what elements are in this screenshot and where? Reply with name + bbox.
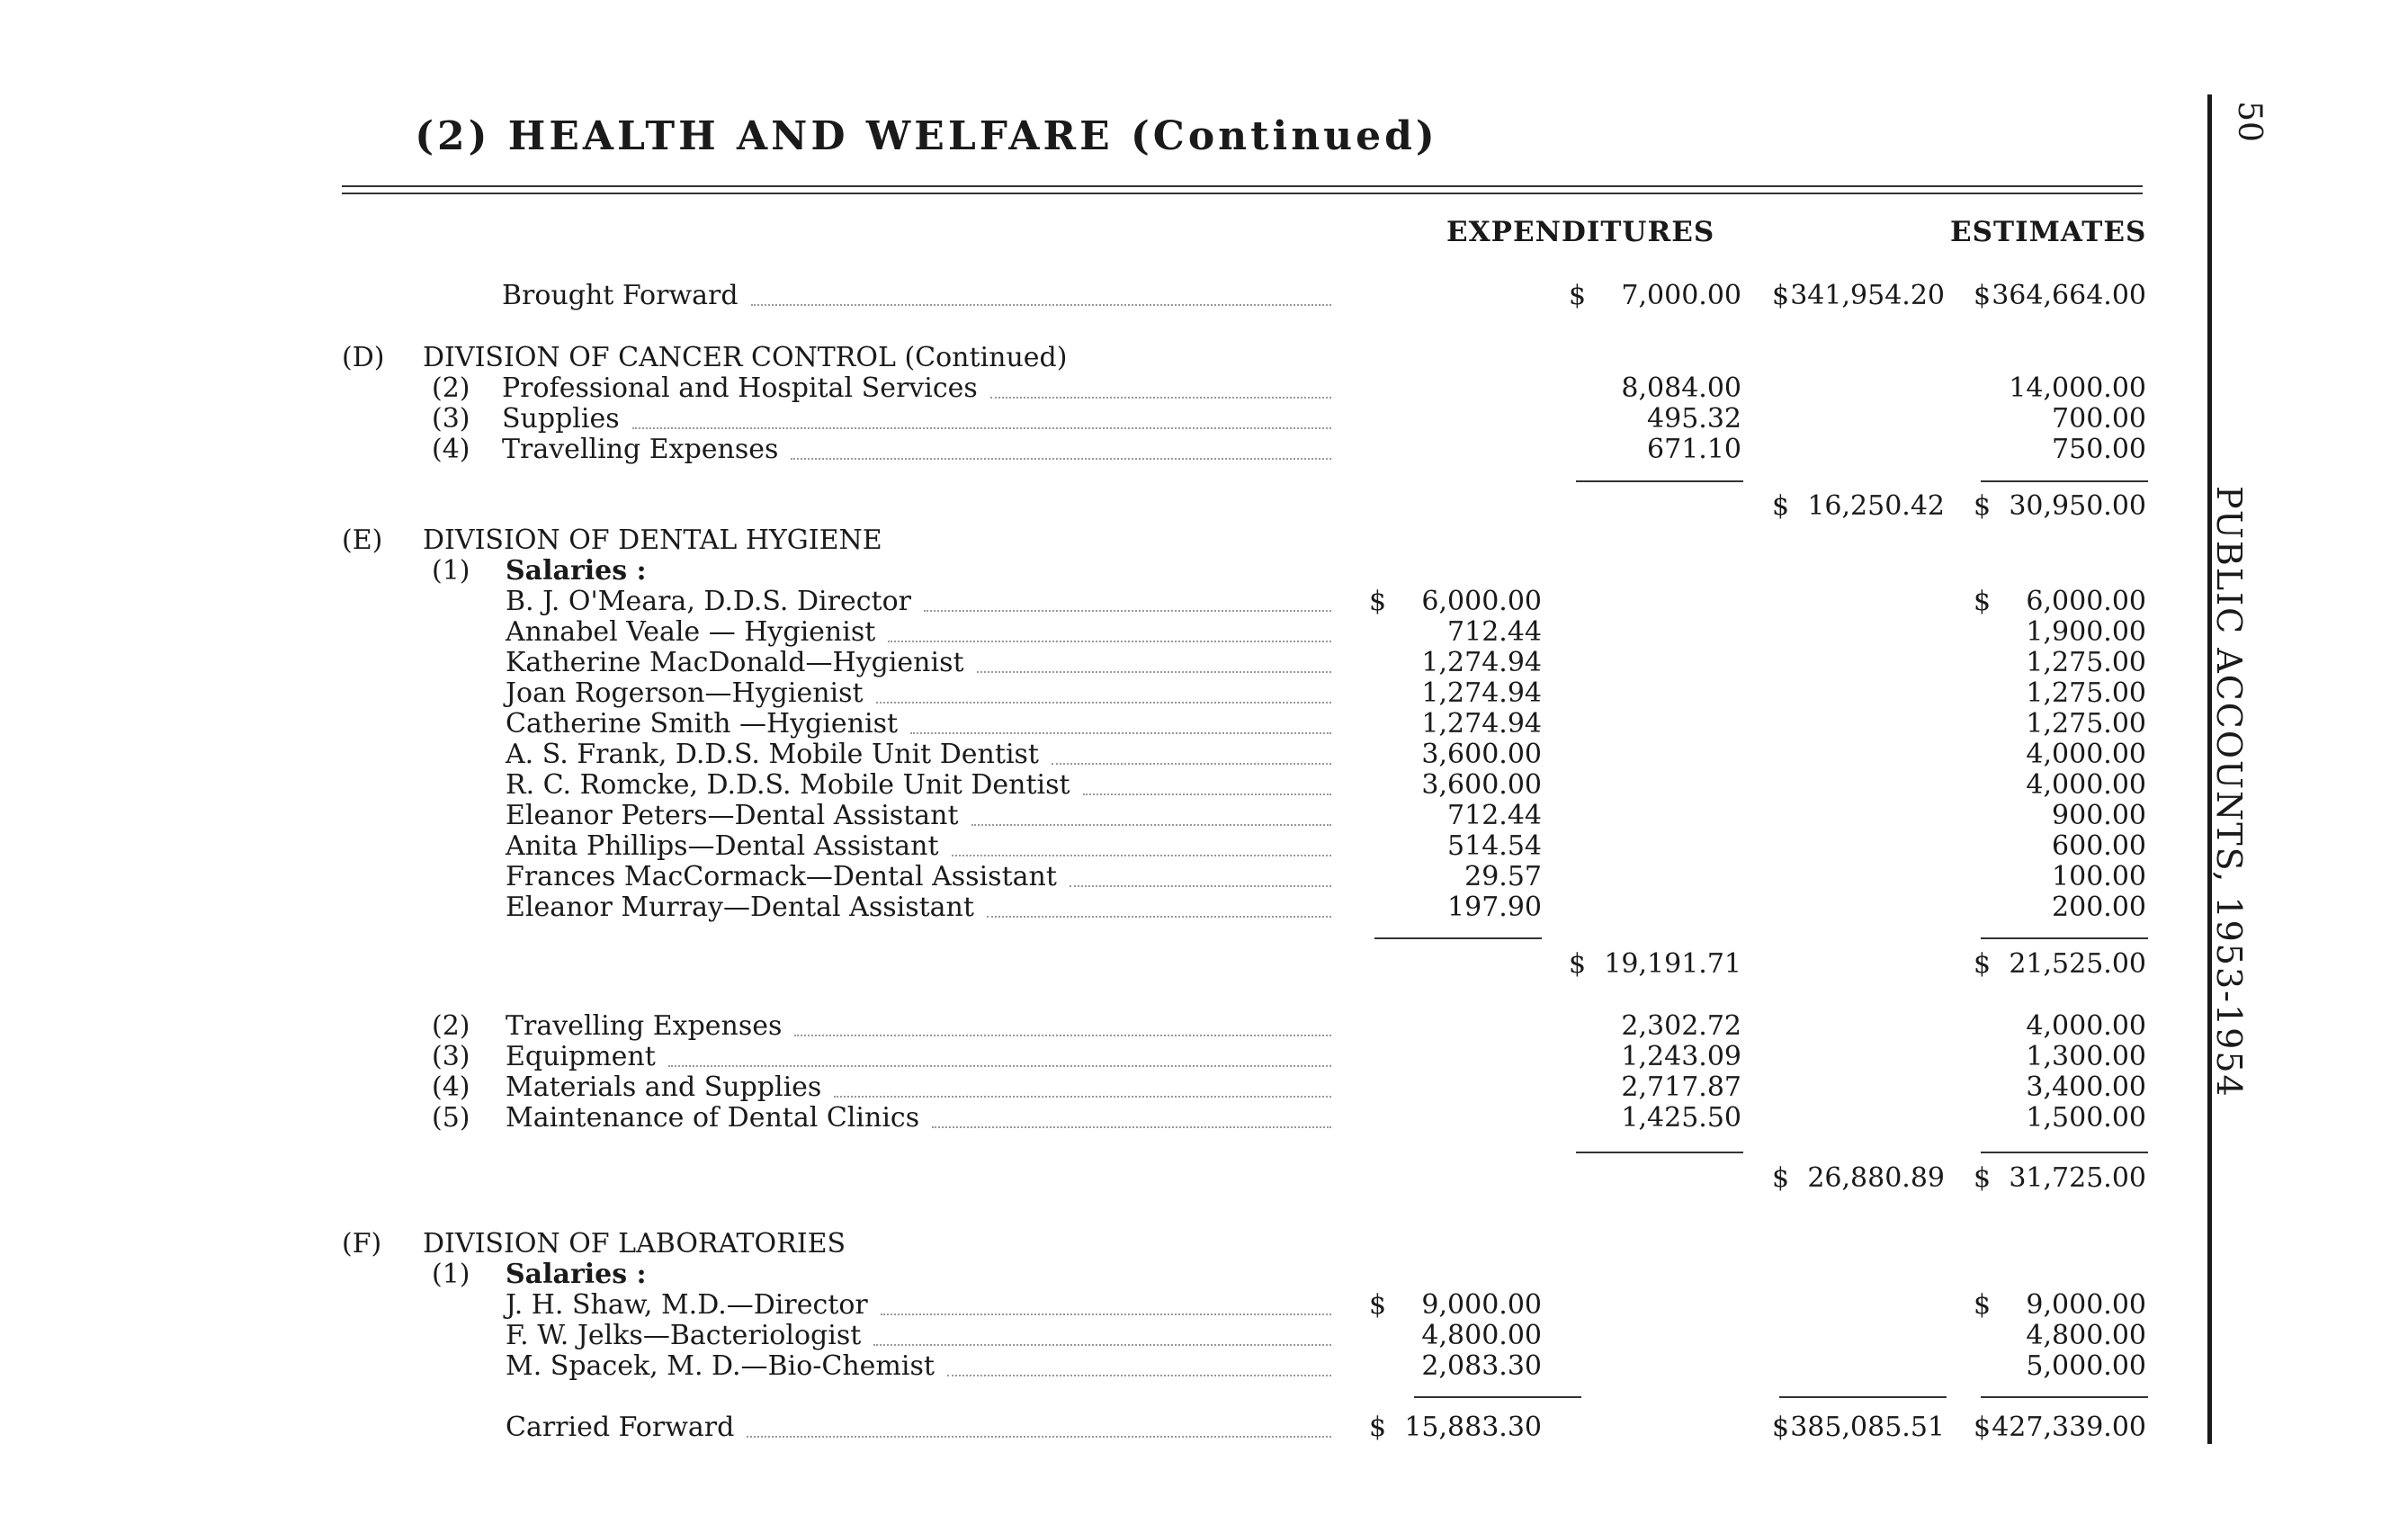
dot-leader: [791, 458, 1331, 460]
table-row: [0, 281, 2408, 311]
amount: 1,274.94: [1421, 677, 1542, 709]
amount: 2,083.30: [1421, 1350, 1542, 1382]
amount: 712.44: [1447, 800, 1542, 831]
dollar-sign: $: [1569, 280, 1587, 311]
subtotal-rule: [1981, 1396, 2148, 1398]
row-label: Travelling Expenses: [506, 1010, 783, 1042]
page-number: 50: [2231, 101, 2268, 142]
amount: 1,274.94: [1421, 708, 1542, 740]
row-label: Joan Rogerson—Hygienist: [506, 677, 864, 709]
division-letter: (F): [342, 1228, 382, 1260]
dot-leader: [1083, 793, 1331, 795]
row-label: Eleanor Peters—Dental Assistant: [506, 800, 959, 831]
amount: 900.00: [2052, 800, 2146, 831]
table-row: [0, 587, 2408, 617]
amount: 8,084.00: [1621, 372, 1741, 404]
amount: 2,717.87: [1621, 1071, 1741, 1103]
dot-leader: [987, 916, 1331, 918]
table-row: [0, 1011, 2408, 1042]
table-row: [0, 617, 2408, 648]
amount: 6,000.00: [2026, 586, 2146, 617]
dot-leader: [924, 610, 1331, 612]
table-row: [0, 435, 2408, 465]
dollar-sign: $: [1772, 1412, 1790, 1443]
item-number: (4): [432, 434, 470, 465]
item-number: (2): [432, 1010, 470, 1042]
row-label: Anita Phillips—Dental Assistant: [506, 830, 939, 862]
table-row: [0, 740, 2408, 770]
table-row: [0, 525, 2408, 556]
dollar-sign: $: [1974, 1289, 1992, 1321]
amount: 2,302.72: [1621, 1010, 1741, 1042]
amount: 19,191.71: [1604, 948, 1741, 980]
row-label: M. Spacek, M. D.—Bio-Chemist: [506, 1350, 935, 1382]
amount: 1,275.00: [2026, 677, 2146, 709]
amount: 4,000.00: [2026, 739, 2146, 770]
division-letter: (E): [342, 524, 383, 556]
amount: 671.10: [1647, 434, 1741, 465]
amount: 14,000.00: [2009, 372, 2146, 404]
table-row: [0, 892, 2408, 923]
table-row: [0, 709, 2408, 740]
amount: 1,900.00: [2026, 616, 2146, 648]
dollar-sign: $: [1974, 1412, 1992, 1443]
amount: 3,600.00: [1421, 769, 1542, 801]
dot-leader: [932, 1126, 1331, 1128]
dot-leader: [1052, 763, 1331, 765]
dollar-sign: $: [1569, 948, 1587, 980]
table-row: [0, 678, 2408, 709]
dollar-sign: $: [1974, 1162, 1992, 1194]
dot-leader: [910, 732, 1331, 734]
amount: 26,880.89: [1807, 1162, 1945, 1194]
page-title: (2) HEALTH AND WELFARE (Continued): [415, 113, 1438, 159]
amount: 16,250.42: [1807, 490, 1945, 522]
subtotal-rule: [1981, 937, 2148, 939]
dollar-sign: $: [1974, 490, 1992, 522]
row-label: Annabel Veale — Hygienist: [506, 616, 876, 648]
dot-leader: [977, 671, 1331, 673]
dot-leader: [952, 855, 1331, 856]
dot-leader: [834, 1096, 1331, 1098]
amount: 5,000.00: [2026, 1350, 2146, 1382]
division-letter: (D): [342, 342, 385, 373]
table-row: [0, 648, 2408, 678]
dot-leader: [990, 397, 1331, 399]
table-row: [0, 1412, 2408, 1443]
table-row: [0, 491, 2408, 522]
row-label: A. S. Frank, D.D.S. Mobile Unit Dentist: [506, 739, 1039, 770]
dot-leader: [751, 304, 1331, 306]
amount: 750.00: [2052, 434, 2146, 465]
table-row: [0, 1163, 2408, 1194]
item-number: (1): [432, 1259, 470, 1290]
amount: 1,274.94: [1421, 647, 1542, 678]
amount: 1,275.00: [2026, 708, 2146, 740]
estimates-heading: ESTIMATES: [1950, 216, 2147, 248]
amount: 495.32: [1647, 403, 1741, 435]
table-row: [0, 373, 2408, 404]
subtotal-rule: [1576, 1152, 1743, 1153]
dollar-sign: $: [1974, 948, 1992, 980]
amount: 341,954.20: [1790, 280, 1945, 311]
title-rule: [342, 193, 2143, 194]
row-label: Catherine Smith —Hygienist: [506, 708, 899, 740]
dot-leader: [1070, 885, 1331, 887]
dot-leader: [881, 1313, 1331, 1315]
dot-leader: [873, 1344, 1331, 1346]
amount: 31,725.00: [2009, 1162, 2146, 1194]
row-label: Katherine MacDonald—Hygienist: [506, 647, 964, 678]
row-label: R. C. Romcke, D.D.S. Mobile Unit Dentist: [506, 769, 1070, 801]
subtotal-rule: [1414, 1396, 1581, 1398]
row-label: Frances MacCormack—Dental Assistant: [506, 861, 1057, 892]
dollar-sign: $: [1772, 1162, 1790, 1194]
side-title: PUBLIC ACCOUNTS, 1953-1954: [2209, 486, 2249, 1098]
amount: 6,000.00: [1421, 586, 1542, 617]
table-row: [0, 556, 2408, 587]
amount: 1,425.50: [1621, 1102, 1741, 1134]
dollar-sign: $: [1772, 280, 1790, 311]
amount: 712.44: [1447, 616, 1542, 648]
dollar-sign: $: [1369, 1412, 1387, 1443]
amount: 3,400.00: [2026, 1071, 2146, 1103]
amount: 197.90: [1447, 892, 1542, 923]
amount: 9,000.00: [2026, 1289, 2146, 1321]
amount: 1,275.00: [2026, 647, 2146, 678]
table-row: [0, 1103, 2408, 1134]
dot-leader: [971, 824, 1331, 826]
dot-leader: [668, 1065, 1331, 1067]
dot-leader: [632, 427, 1331, 429]
row-label: Materials and Supplies: [506, 1071, 822, 1103]
subtotal-rule: [1981, 480, 2148, 482]
row-label: DIVISION OF DENTAL HYGIENE: [423, 524, 882, 556]
amount: 4,000.00: [2026, 1010, 2146, 1042]
dollar-sign: $: [1369, 1289, 1387, 1321]
amount: 30,950.00: [2009, 490, 2146, 522]
table-row: [0, 1072, 2408, 1103]
table-row: [0, 404, 2408, 435]
expenditures-heading: EXPENDITURES: [1446, 216, 1715, 248]
subtotal-rule: [1981, 1152, 2148, 1153]
table-row: [0, 862, 2408, 892]
amount: 427,339.00: [1992, 1412, 2146, 1443]
table-row: [0, 343, 2408, 373]
table-row: [0, 831, 2408, 862]
amount: 514.54: [1447, 830, 1542, 862]
item-number: (3): [432, 1041, 470, 1072]
row-label: Carried Forward: [506, 1412, 735, 1443]
title-rule: [342, 185, 2143, 187]
table-row: [0, 1290, 2408, 1321]
table-row: [0, 801, 2408, 831]
row-label: DIVISION OF LABORATORIES: [423, 1228, 846, 1260]
row-label: Brought Forward: [502, 280, 739, 311]
amount: 29.57: [1464, 861, 1542, 892]
table-row: [0, 1260, 2408, 1290]
row-label: Professional and Hospital Services: [502, 372, 978, 404]
table-row: [0, 1229, 2408, 1260]
row-label: Equipment: [506, 1041, 656, 1072]
amount: 600.00: [2052, 830, 2146, 862]
row-label: DIVISION OF CANCER CONTROL (Continued): [423, 342, 1068, 373]
dot-leader: [888, 641, 1331, 642]
dollar-sign: $: [1974, 586, 1992, 617]
amount: 4,800.00: [1421, 1320, 1542, 1351]
row-label: F. W. Jelks—Bacteriologist: [506, 1320, 862, 1351]
amount: 1,243.09: [1621, 1041, 1741, 1072]
dollar-sign: $: [1974, 280, 1992, 311]
amount: 9,000.00: [1421, 1289, 1542, 1321]
dot-leader: [947, 1375, 1331, 1376]
item-number: (1): [432, 555, 470, 587]
row-label: B. J. O'Meara, D.D.S. Director: [506, 586, 911, 617]
item-number: (2): [432, 372, 470, 404]
amount: 364,664.00: [1992, 280, 2146, 311]
item-number: (4): [432, 1071, 470, 1103]
dollar-sign: $: [1369, 586, 1387, 617]
row-label: Supplies: [502, 403, 620, 435]
amount: 3,600.00: [1421, 739, 1542, 770]
amount: 100.00: [2052, 861, 2146, 892]
subtotal-rule: [1374, 937, 1542, 939]
table-row: [0, 770, 2408, 801]
amount: 4,800.00: [2026, 1320, 2146, 1351]
amount: 200.00: [2052, 892, 2146, 923]
dot-leader: [794, 1035, 1331, 1036]
table-row: [0, 1321, 2408, 1351]
row-label: J. H. Shaw, M.D.—Director: [506, 1289, 868, 1321]
row-label: Maintenance of Dental Clinics: [506, 1102, 920, 1134]
item-number: (5): [432, 1102, 470, 1134]
amount: 1,300.00: [2026, 1041, 2146, 1072]
amount: 15,883.30: [1404, 1412, 1542, 1443]
amount: 1,500.00: [2026, 1102, 2146, 1134]
amount: 385,085.51: [1790, 1412, 1945, 1443]
amount: 21,525.00: [2009, 948, 2146, 980]
row-label: Travelling Expenses: [502, 434, 779, 465]
amount: 4,000.00: [2026, 769, 2146, 801]
dot-leader: [747, 1436, 1331, 1438]
row-label: Eleanor Murray—Dental Assistant: [506, 892, 974, 923]
dollar-sign: $: [1772, 490, 1790, 522]
amount: 700.00: [2052, 403, 2146, 435]
row-label: Salaries :: [506, 555, 647, 587]
subtotal-rule: [1576, 480, 1743, 482]
table-row: [0, 1351, 2408, 1382]
table-row: [0, 949, 2408, 980]
dot-leader: [876, 702, 1331, 704]
subtotal-rule: [1779, 1396, 1947, 1398]
table-row: [0, 1042, 2408, 1072]
row-label: Salaries :: [506, 1259, 647, 1290]
amount: 7,000.00: [1621, 280, 1741, 311]
item-number: (3): [432, 403, 470, 435]
